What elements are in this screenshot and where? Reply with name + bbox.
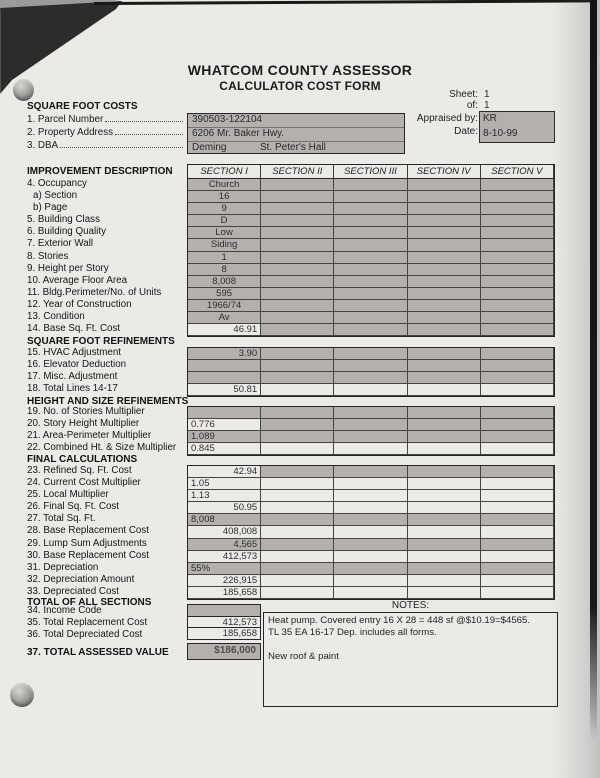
- empty-cell: [334, 288, 407, 300]
- column-header: SECTION V: [481, 165, 554, 179]
- column-header: SECTION I: [188, 165, 261, 179]
- cell-section1: 1: [188, 252, 261, 264]
- empty-cell: [261, 348, 334, 360]
- empty-cell: [334, 300, 407, 312]
- empty-cell: [334, 360, 407, 372]
- empty-cell: [261, 312, 334, 324]
- empty-cell: [334, 431, 407, 443]
- empty-cell: [408, 563, 481, 575]
- empty-cell: [334, 239, 407, 251]
- empty-cell: [481, 502, 554, 514]
- column-header: SECTION IV: [408, 165, 481, 179]
- cell-section1: 1.13: [188, 490, 261, 502]
- property-address-label: 2. Property Address: [27, 127, 114, 138]
- cell-section1: 8,008: [188, 514, 261, 526]
- total-assessed-value-label: 37. TOTAL ASSESSED VALUE: [27, 647, 169, 658]
- empty-cell: [481, 264, 554, 276]
- heading-total-all-sections: TOTAL OF ALL SECTIONS: [27, 597, 152, 608]
- row-label: 16. Elevator Deduction: [27, 359, 127, 371]
- empty-cell: [481, 551, 554, 563]
- empty-cell: [481, 575, 554, 587]
- cell-section1: 1966/74: [188, 300, 261, 312]
- improvement-section: [27, 164, 553, 337]
- form-title: WHATCOM COUNTY ASSESSOR: [187, 62, 413, 78]
- cell-section1: Siding: [188, 239, 261, 251]
- empty-cell: [481, 348, 554, 360]
- row-label: 31. Depreciation: [27, 561, 99, 573]
- empty-cell: [408, 227, 481, 239]
- empty-cell: [481, 191, 554, 203]
- empty-cell: [334, 215, 407, 227]
- empty-cell: [261, 478, 334, 490]
- row-label: 19. No. of Stories Multiplier: [27, 406, 145, 417]
- empty-cell: [408, 348, 481, 360]
- empty-cell: [481, 431, 554, 443]
- row-label: 9. Height per Story: [27, 262, 109, 274]
- height-size-table: [187, 406, 555, 456]
- cell-section1: 185,658: [188, 587, 261, 599]
- row-label: 28. Base Replacement Cost: [27, 525, 149, 537]
- empty-cell: [261, 490, 334, 502]
- row-label: 34. Income Code: [27, 605, 102, 616]
- empty-cell: [408, 312, 481, 324]
- cell-section1: 4,565: [188, 539, 261, 551]
- dotted-leader: [60, 147, 183, 148]
- empty-cell: [408, 300, 481, 312]
- height-size-labels: [27, 406, 187, 456]
- empty-cell: [334, 575, 407, 587]
- empty-cell: [408, 372, 481, 384]
- cell-section1: 412,573: [188, 551, 261, 563]
- cell-section1: Low: [188, 227, 261, 239]
- empty-cell: [261, 443, 334, 455]
- empty-cell: [261, 502, 334, 514]
- empty-cell: [334, 539, 407, 551]
- cell-section1: Church: [188, 179, 261, 191]
- note-line: TL 35 EA 16-17 Dep. includes all forms.: [268, 627, 437, 638]
- appraised-by-label: Appraised by:: [416, 113, 478, 124]
- empty-cell: [261, 300, 334, 312]
- empty-cell: [408, 264, 481, 276]
- empty-cell: [261, 575, 334, 587]
- empty-cell: [334, 419, 407, 431]
- empty-cell: [481, 288, 554, 300]
- empty-cell: [408, 551, 481, 563]
- empty-cell: [261, 372, 334, 384]
- dotted-leader: [115, 134, 183, 135]
- heading-sqft-refinements: SQUARE FOOT REFINEMENTS: [27, 336, 175, 347]
- empty-cell: [408, 526, 481, 538]
- empty-cell: [261, 539, 334, 551]
- row-label: 36. Total Depreciated Cost: [27, 629, 143, 640]
- dba-label: 3. DBA: [27, 140, 59, 151]
- city-value: Deming: [192, 141, 227, 153]
- final-calculations-table: [187, 465, 555, 600]
- cell-section1: [188, 360, 261, 372]
- cell-section1: 46.91: [188, 324, 261, 336]
- empty-cell: [334, 203, 407, 215]
- cell-section1: 0.776: [188, 419, 261, 431]
- empty-cell: [334, 276, 407, 288]
- sheet-label: Sheet:: [449, 89, 478, 100]
- improvement-table: [187, 164, 555, 337]
- heading-height-size-refinements: HEIGHT AND SIZE REFINEMENTS: [27, 396, 189, 407]
- row-label: 33. Depreciated Cost: [27, 585, 120, 597]
- cell-section1: 1.05: [188, 478, 261, 490]
- empty-cell: [334, 252, 407, 264]
- empty-cell: [261, 563, 334, 575]
- empty-cell: [408, 191, 481, 203]
- cell-section1: [188, 372, 261, 384]
- empty-cell: [481, 239, 554, 251]
- scan-page-right-edge: [590, 0, 597, 740]
- date-label: Date:: [454, 126, 478, 137]
- heading-square-foot-costs: SQUARE FOOT COSTS: [27, 101, 138, 112]
- appraiser-box: [479, 111, 555, 143]
- empty-cell: [481, 587, 554, 599]
- cell-section1: 16: [188, 191, 261, 203]
- cell-section1: 50.81: [188, 384, 261, 396]
- row-label: 29. Lump Sum Adjustments: [27, 537, 147, 549]
- empty-cell: [261, 587, 334, 599]
- empty-cell: [408, 514, 481, 526]
- empty-cell: [261, 407, 334, 419]
- row-label: 6. Building Quality: [27, 226, 106, 238]
- row-label: a) Section: [33, 190, 78, 202]
- notes-box: [263, 612, 558, 707]
- empty-cell: [481, 324, 554, 336]
- row-label: 27. Total Sq. Ft.: [27, 513, 96, 525]
- empty-cell: [408, 360, 481, 372]
- empty-cell: [481, 514, 554, 526]
- empty-cell: [408, 575, 481, 587]
- empty-cell: [334, 443, 407, 455]
- empty-cell: [408, 407, 481, 419]
- row-label: 5. Building Class: [27, 214, 100, 226]
- row-label: 21. Area-Perimeter Multiplier: [27, 430, 152, 442]
- city-dba-line: [188, 142, 404, 155]
- empty-cell: [261, 466, 334, 478]
- empty-cell: [481, 384, 554, 396]
- cell-section1: 0.845: [188, 443, 261, 455]
- empty-cell: [481, 372, 554, 384]
- row-label: 13. Condition: [27, 311, 85, 323]
- row-label: 26. Final Sq. Ft. Cost: [27, 501, 120, 513]
- empty-cell: [261, 324, 334, 336]
- empty-cell: [408, 443, 481, 455]
- cell-section1: Av: [188, 312, 261, 324]
- row-label: 4. Occupancy: [27, 178, 87, 189]
- empty-cell: [261, 526, 334, 538]
- row-label: 32. Depreciation Amount: [27, 573, 135, 585]
- empty-cell: [481, 203, 554, 215]
- empty-cell: [408, 203, 481, 215]
- heading-improvement-description: IMPROVEMENT DESCRIPTION: [27, 166, 173, 177]
- empty-cell: [334, 563, 407, 575]
- of-label: of:: [466, 100, 478, 111]
- column-header: SECTION III: [334, 165, 407, 179]
- empty-cell: [408, 431, 481, 443]
- final-calculations-labels: [27, 465, 187, 600]
- empty-cell: [481, 490, 554, 502]
- empty-cell: [408, 478, 481, 490]
- empty-cell: [481, 539, 554, 551]
- cell-section1: 9: [188, 203, 261, 215]
- empty-cell: [334, 227, 407, 239]
- empty-cell: [334, 348, 407, 360]
- row-label: 12. Year of Construction: [27, 298, 132, 310]
- dotted-leader: [105, 121, 183, 122]
- total-replacement-cost-cell: 412,573: [187, 616, 261, 629]
- empty-cell: [481, 215, 554, 227]
- punch-hole-bottom: [10, 683, 34, 707]
- empty-cell: [261, 276, 334, 288]
- notes-title: NOTES:: [391, 600, 430, 611]
- empty-cell: [334, 407, 407, 419]
- heading-final-calculations: FINAL CALCULATIONS: [27, 454, 138, 465]
- empty-cell: [408, 276, 481, 288]
- empty-cell: [481, 312, 554, 324]
- punch-hole-top: [13, 79, 34, 101]
- empty-cell: [481, 227, 554, 239]
- empty-cell: [408, 215, 481, 227]
- empty-cell: [334, 372, 407, 384]
- final-calculations-section: [27, 465, 553, 600]
- empty-cell: [481, 252, 554, 264]
- row-label: 14. Base Sq. Ft. Cost: [27, 323, 121, 335]
- empty-cell: [334, 264, 407, 276]
- empty-cell: [261, 514, 334, 526]
- row-label: 24. Current Cost Multiplier: [27, 477, 141, 489]
- cell-section1: 408,008: [188, 526, 261, 538]
- row-label: 18. Total Lines 14-17: [27, 383, 118, 395]
- empty-cell: [481, 563, 554, 575]
- form-subtitle: CALCULATOR COST FORM: [219, 79, 381, 93]
- row-label: 17. Misc. Adjustment: [27, 371, 118, 383]
- empty-cell: [334, 490, 407, 502]
- empty-cell: [481, 526, 554, 538]
- sqft-refinements-labels: [27, 347, 187, 397]
- cell-section1: D: [188, 215, 261, 227]
- empty-cell: [261, 227, 334, 239]
- row-label: 11. Bldg.Perimeter/No. of Units: [27, 286, 162, 298]
- row-label: 35. Total Replacement Cost: [27, 617, 148, 628]
- column-header: SECTION II: [261, 165, 334, 179]
- empty-cell: [261, 215, 334, 227]
- cell-section1: 50.95: [188, 502, 261, 514]
- empty-cell: [334, 514, 407, 526]
- empty-cell: [481, 443, 554, 455]
- empty-cell: [334, 502, 407, 514]
- empty-cell: [481, 300, 554, 312]
- empty-cell: [334, 324, 407, 336]
- empty-cell: [408, 179, 481, 191]
- empty-cell: [261, 191, 334, 203]
- empty-cell: [481, 360, 554, 372]
- empty-cell: [261, 419, 334, 431]
- empty-cell: [334, 179, 407, 191]
- improvement-labels: [27, 164, 187, 337]
- cell-section1: 8,008: [188, 276, 261, 288]
- empty-cell: [408, 288, 481, 300]
- row-label: 10. Average Floor Area: [27, 274, 128, 286]
- empty-cell: [334, 466, 407, 478]
- empty-cell: [481, 407, 554, 419]
- note-line: New roof & paint: [268, 651, 339, 662]
- row-label: 7. Exterior Wall: [27, 238, 94, 250]
- scan-page-top-edge: [94, 0, 596, 5]
- row-label: 20. Story Height Multiplier: [27, 418, 140, 430]
- empty-cell: [261, 252, 334, 264]
- height-size-section: [27, 406, 553, 456]
- dba-value: St. Peter's Hall: [260, 141, 326, 153]
- empty-cell: [261, 360, 334, 372]
- empty-cell: [334, 312, 407, 324]
- row-label: 15. HVAC Adjustment: [27, 347, 122, 358]
- empty-cell: [334, 478, 407, 490]
- of-value: 1: [484, 100, 490, 111]
- cell-section1: [188, 407, 261, 419]
- empty-cell: [334, 587, 407, 599]
- note-line: [268, 639, 553, 651]
- row-label: 25. Local Multiplier: [27, 489, 109, 501]
- empty-cell: [408, 502, 481, 514]
- empty-cell: [334, 384, 407, 396]
- cell-section1: 42.94: [188, 466, 261, 478]
- empty-cell: [261, 264, 334, 276]
- empty-cell: [408, 239, 481, 251]
- empty-cell: [481, 466, 554, 478]
- empty-cell: [408, 384, 481, 396]
- empty-cell: [481, 478, 554, 490]
- empty-cell: [481, 276, 554, 288]
- empty-cell: [261, 179, 334, 191]
- empty-cell: [261, 288, 334, 300]
- empty-cell: [408, 490, 481, 502]
- empty-cell: [408, 419, 481, 431]
- empty-cell: [261, 203, 334, 215]
- appraised-by-value: KR: [483, 113, 497, 124]
- empty-cell: [261, 431, 334, 443]
- parcel-number-value: 390503-122104: [188, 114, 404, 128]
- sqft-refinements-table: [187, 347, 555, 397]
- row-label: 8. Stories: [27, 250, 69, 262]
- cell-section1: 8: [188, 264, 261, 276]
- empty-cell: [408, 587, 481, 599]
- empty-cell: [261, 551, 334, 563]
- empty-cell: [481, 179, 554, 191]
- property-address-value: 6206 Mr. Baker Hwy.: [188, 128, 404, 142]
- empty-cell: [334, 191, 407, 203]
- row-label: 23. Refined Sq. Ft. Cost: [27, 465, 132, 476]
- empty-cell: [408, 324, 481, 336]
- empty-cell: [408, 466, 481, 478]
- row-label: 30. Base Replacement Cost: [27, 549, 149, 561]
- note-line: Heat pump. Covered entry 16 X 28 = 448 sf @$10.19=$4565.: [268, 615, 531, 626]
- row-label: 22. Combined Ht. & Size Multiplier: [27, 442, 177, 454]
- parcel-address-box: [187, 113, 405, 154]
- cell-section1: 1.089: [188, 431, 261, 443]
- sqft-refinements-section: [27, 347, 553, 397]
- total-assessed-value-cell: $186,000: [187, 643, 261, 660]
- empty-cell: [334, 526, 407, 538]
- empty-cell: [408, 539, 481, 551]
- parcel-number-label: 1. Parcel Number: [27, 114, 104, 125]
- empty-cell: [334, 551, 407, 563]
- date-value: 8-10-99: [483, 127, 518, 139]
- cell-section1: 226,915: [188, 575, 261, 587]
- total-depreciated-cost-cell: 185,658: [187, 627, 261, 640]
- cell-section1: 55%: [188, 563, 261, 575]
- row-label: b) Page: [33, 202, 68, 214]
- cell-section1: 595: [188, 288, 261, 300]
- empty-cell: [261, 384, 334, 396]
- empty-cell: [261, 239, 334, 251]
- cell-section1: 3.90: [188, 348, 261, 360]
- parcel-fields: [27, 114, 184, 153]
- sheet-value: 1: [484, 89, 490, 100]
- empty-cell: [408, 252, 481, 264]
- empty-cell: [481, 419, 554, 431]
